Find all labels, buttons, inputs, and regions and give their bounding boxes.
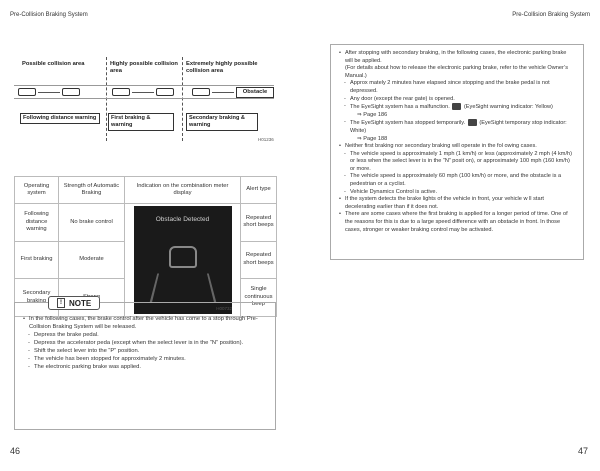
meter-display-image — [134, 206, 232, 314]
arrow — [132, 92, 154, 93]
car-icon — [62, 88, 80, 96]
arrow — [212, 92, 234, 93]
zone-divider — [106, 57, 107, 141]
eyesight-stop-icon — [468, 119, 477, 126]
note-item: - The electronic parking brake was applied. — [23, 363, 267, 371]
info-item — [339, 103, 575, 112]
table-header-row — [15, 177, 277, 204]
car-icon — [112, 88, 130, 96]
page-reference: ⇒ Page 186 — [357, 111, 388, 118]
page-header-right: Pre-Collision Braking System — [512, 12, 590, 18]
note-icon: ! — [57, 298, 65, 308]
info-item-text: The EyeSight system has stopped temporarily. — [350, 120, 466, 127]
info-bullet: • Neither first braking nor secondary braking will operate in the fol owing cases. — [339, 143, 575, 151]
column-header: Indication on the combination meter display — [125, 177, 241, 204]
info-bullet: • If the system detects the brake lights of the vehicle in front, your vehicle w ll start decelerating earlier than if it does not. — [339, 196, 575, 211]
note-item: - Shift the select lever into the “P” position. — [23, 347, 267, 355]
right-info-box — [330, 44, 584, 260]
warning-secondary-braking: Secondary braking & warning — [186, 113, 258, 131]
info-bullet: • After stopping with secondary braking, in the following cases, the electronic parking brake will be applied. — [339, 50, 575, 65]
figure-id: H00732 — [216, 305, 232, 311]
note-item: - Depress the accelerator peda (except when the select lever is in the “N” position). — [23, 339, 267, 347]
page-header-left: Pre-Collision Braking System — [10, 12, 88, 18]
page-reference: ⇒ Page 188 — [357, 135, 388, 142]
eyesight-warning-icon — [452, 103, 461, 110]
note-label-text: NOTE — [69, 298, 92, 308]
note-item: - The vehicle has been stopped for approximately 2 minutes. — [23, 355, 267, 363]
warning-first-braking: First braking & warning — [108, 113, 174, 131]
info-item: - Approx mately 2 minutes have elapsed since stopping and the brake pedal is not depressed. — [339, 80, 575, 95]
column-header: Operating system — [15, 177, 59, 204]
note-item: - Depress the brake pedal. — [23, 331, 267, 339]
page-number-left: 46 — [10, 446, 21, 456]
warning-following-distance: Following distance warning — [20, 113, 100, 124]
note-label — [48, 296, 100, 310]
table-row — [15, 204, 277, 242]
figure-id: H01236 — [258, 137, 274, 142]
page-number-right: 47 — [577, 446, 588, 456]
cell-system: First braking — [15, 241, 59, 279]
info-text: (For details about how to release the electronic parking brake, refer to the vehicle Owner’s Manual.) — [345, 65, 569, 79]
info-item: - Vehicle Dynamics Control is active. — [339, 189, 575, 197]
zone-possible: Possible collision area — [22, 61, 85, 67]
arrow — [38, 92, 60, 93]
note-box — [14, 302, 276, 430]
car-icon — [192, 88, 210, 96]
info-item: - Any door (except the rear gate) is opened. — [339, 96, 575, 104]
info-item-text: (EyeSight warning indicator: Yellow) — [463, 104, 553, 111]
column-header: Alert type — [241, 177, 277, 204]
cell-system: Following distance warning — [15, 204, 59, 242]
column-header: Strength of Automatic Braking — [59, 177, 125, 204]
cell-alert: Single continuous beep — [241, 279, 277, 317]
cell-system: Secondary braking — [15, 279, 59, 317]
cell-alert: Repeated short beeps — [241, 241, 277, 279]
car-icon — [169, 246, 197, 268]
car-icon — [156, 88, 174, 96]
meter-obstacle-detected-text: Obstacle Detected — [155, 216, 210, 223]
note-intro: • In the following cases, the brake control after the vehicle has come to a stop through Pre-Collision Braking System will be released. — [23, 315, 267, 331]
info-bullet: • There are some cases where the first braking is applied for a longer period of time. One of the reasons for this is due to a large speed difference with an obstacle in front. In those cases, stronger or weaker braking control may be activated. — [339, 211, 575, 234]
cell-alert: Repeated short beeps — [241, 204, 277, 242]
road-icon — [149, 274, 216, 303]
info-item: - The vehicle speed is approximately 1 mph (1 km/h) or less (approximately 2 mph (4 km/h) or less when the select lever is in the “N” posit on), or approximately 100 mph (160 km/h) or more. — [339, 151, 575, 174]
info-item-text: The EyeSight system has a malfunction. — [350, 104, 450, 111]
zone-divider — [182, 57, 183, 141]
collision-area-diagram — [14, 55, 274, 167]
car-icon — [18, 88, 36, 96]
cell-strength: No brake control — [59, 204, 125, 242]
zone-highly-possible: Highly possible collision area — [110, 61, 178, 74]
info-item-text: (EyeSight temporary stop indicator: White) — [350, 120, 567, 134]
obstacle-box: Obstacle — [236, 87, 274, 98]
meter-display-cell — [125, 204, 241, 317]
zone-extremely-highly-possible: Extremely highly possible collision area — [186, 61, 258, 74]
info-item: - The vehicle speed is approximately 60 mph (100 km/h) or more, and the obstacle is a pedestrian or a cyclist. — [339, 173, 575, 188]
cell-strength: Moderate — [59, 241, 125, 279]
info-item — [339, 119, 575, 135]
